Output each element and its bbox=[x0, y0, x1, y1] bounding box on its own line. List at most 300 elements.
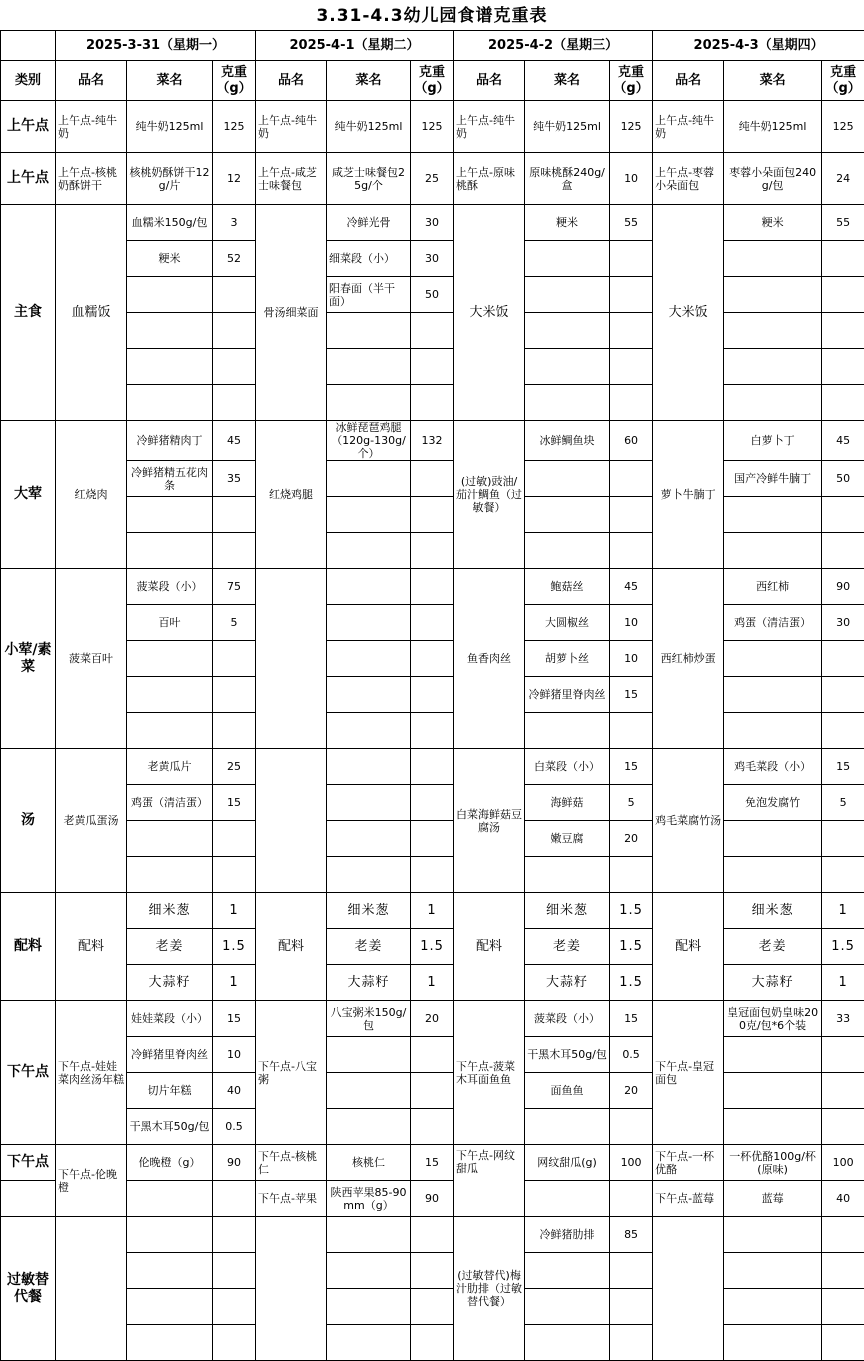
dish-cell: 鸡蛋（清洁蛋） bbox=[127, 785, 213, 821]
weight-cell: 15 bbox=[610, 1001, 653, 1037]
empty-cell bbox=[411, 1253, 454, 1289]
table-row bbox=[1, 101, 864, 153]
product-cell: 血糯饭 bbox=[56, 205, 127, 421]
header-weight: 克重（g） bbox=[610, 61, 653, 101]
dish-cell: 老姜 bbox=[327, 929, 411, 965]
empty-cell bbox=[724, 1037, 822, 1073]
empty-cell bbox=[525, 1109, 610, 1145]
empty-cell bbox=[822, 1073, 864, 1109]
weight-cell: 1.5 bbox=[411, 929, 454, 965]
dish-cell: 老姜 bbox=[127, 929, 213, 965]
product-cell: 下午点-八宝粥 bbox=[256, 1001, 327, 1145]
empty-cell bbox=[822, 241, 864, 277]
dish-cell: 面鱼鱼 bbox=[525, 1073, 610, 1109]
dish-cell: 白菜段（小） bbox=[525, 749, 610, 785]
weight-cell: 125 bbox=[213, 101, 256, 153]
empty-cell bbox=[822, 1217, 864, 1253]
empty-cell bbox=[525, 857, 610, 893]
weight-cell: 60 bbox=[610, 421, 653, 461]
empty-cell bbox=[724, 641, 822, 677]
dish-cell: 纯牛奶125ml bbox=[127, 101, 213, 153]
empty-cell bbox=[822, 277, 864, 313]
empty-cell bbox=[724, 241, 822, 277]
empty-cell bbox=[327, 1325, 411, 1361]
empty-cell bbox=[822, 857, 864, 893]
dish-cell: 大圆椒丝 bbox=[525, 605, 610, 641]
empty-cell bbox=[411, 569, 454, 605]
dish-cell: 菠菜段（小） bbox=[525, 1001, 610, 1037]
day-header-thu: 2025-4-3（星期四） bbox=[653, 31, 864, 61]
empty-cell bbox=[411, 497, 454, 533]
corner-cell bbox=[1, 31, 56, 61]
weight-cell: 50 bbox=[822, 461, 864, 497]
dish-cell: 切片年糕 bbox=[127, 1073, 213, 1109]
empty-cell bbox=[411, 821, 454, 857]
day-header-wed: 2025-4-2（星期三） bbox=[454, 31, 653, 61]
empty-cell bbox=[610, 713, 653, 749]
product-cell: 鸡毛菜腐竹汤 bbox=[653, 749, 724, 893]
empty-cell bbox=[327, 1037, 411, 1073]
empty-cell bbox=[822, 1109, 864, 1145]
category-cell: 上午点 bbox=[1, 153, 56, 205]
weight-cell: 30 bbox=[411, 205, 454, 241]
empty-cell bbox=[411, 713, 454, 749]
dish-cell: 胡萝卜丝 bbox=[525, 641, 610, 677]
product-cell: 上午点-咸芝士味餐包 bbox=[256, 153, 327, 205]
weight-cell: 25 bbox=[411, 153, 454, 205]
weight-cell: 5 bbox=[610, 785, 653, 821]
table-row bbox=[1, 677, 864, 713]
empty-cell bbox=[213, 677, 256, 713]
weight-cell: 15 bbox=[822, 749, 864, 785]
table-row bbox=[1, 277, 864, 313]
empty-cell bbox=[213, 821, 256, 857]
empty-cell bbox=[411, 749, 454, 785]
product-cell: 上午点-纯牛奶 bbox=[256, 101, 327, 153]
dish-cell: 大蒜籽 bbox=[127, 965, 213, 1001]
weight-cell: 1 bbox=[822, 893, 864, 929]
empty-cell bbox=[411, 533, 454, 569]
dish-cell: 枣蓉小朵面包240g/包 bbox=[724, 153, 822, 205]
weight-cell: 15 bbox=[411, 1145, 454, 1181]
empty-cell bbox=[213, 641, 256, 677]
empty-cell bbox=[822, 641, 864, 677]
empty-cell bbox=[822, 313, 864, 349]
product-cell: 下午点-核桃仁 bbox=[256, 1145, 327, 1181]
table-row bbox=[1, 785, 864, 821]
empty-cell bbox=[411, 385, 454, 421]
product-cell: 下午点-娃娃菜肉丝汤年糕 bbox=[56, 1001, 127, 1145]
empty-cell bbox=[213, 713, 256, 749]
product-cell: 红烧鸡腿 bbox=[256, 421, 327, 569]
empty-cell bbox=[610, 857, 653, 893]
product-cell: 菠菜百叶 bbox=[56, 569, 127, 749]
weight-cell: 55 bbox=[610, 205, 653, 241]
empty-cell bbox=[411, 461, 454, 497]
dish-cell: 八宝粥米150g/包 bbox=[327, 1001, 411, 1037]
empty-cell bbox=[1, 1181, 56, 1217]
empty-cell bbox=[724, 821, 822, 857]
empty-cell bbox=[724, 533, 822, 569]
empty-cell bbox=[127, 1217, 213, 1253]
dish-cell: 干黑木耳50g/包 bbox=[525, 1037, 610, 1073]
empty-cell bbox=[213, 313, 256, 349]
weight-cell: 20 bbox=[610, 821, 653, 857]
empty-cell bbox=[610, 277, 653, 313]
header-product: 品名 bbox=[653, 61, 724, 101]
empty-cell bbox=[327, 1253, 411, 1289]
empty-cell bbox=[213, 533, 256, 569]
dish-cell: 血糯米150g/包 bbox=[127, 205, 213, 241]
empty-cell bbox=[610, 461, 653, 497]
category-cell: 大荤 bbox=[1, 421, 56, 569]
dish-cell: 鸡蛋（清洁蛋） bbox=[724, 605, 822, 641]
weight-cell: 5 bbox=[213, 605, 256, 641]
dish-cell: 冷鲜猪里脊肉丝 bbox=[127, 1037, 213, 1073]
product-cell: (过敏替代)梅汁肋排（过敏替代餐） bbox=[454, 1217, 525, 1361]
weight-cell: 1 bbox=[213, 965, 256, 1001]
product-cell: 西红柿炒蛋 bbox=[653, 569, 724, 749]
weight-cell: 25 bbox=[213, 749, 256, 785]
dish-cell: 核桃奶酥饼干12g/片 bbox=[127, 153, 213, 205]
dish-cell: 老姜 bbox=[525, 929, 610, 965]
empty-cell bbox=[525, 385, 610, 421]
category-cell: 上午点 bbox=[1, 101, 56, 153]
empty-cell bbox=[525, 1253, 610, 1289]
table-row bbox=[1, 497, 864, 533]
empty-cell bbox=[610, 497, 653, 533]
empty-cell bbox=[127, 385, 213, 421]
empty-cell bbox=[327, 1289, 411, 1325]
dish-cell: 皇冠面包奶皇味200克/包*6个装 bbox=[724, 1001, 822, 1037]
empty-cell bbox=[327, 857, 411, 893]
empty-cell bbox=[525, 1181, 610, 1217]
empty-cell bbox=[724, 497, 822, 533]
weight-cell: 40 bbox=[822, 1181, 864, 1217]
empty-cell bbox=[525, 241, 610, 277]
dish-cell: 冷鲜光骨 bbox=[327, 205, 411, 241]
header-product: 品名 bbox=[454, 61, 525, 101]
empty-cell bbox=[127, 857, 213, 893]
dish-cell: 百叶 bbox=[127, 605, 213, 641]
weight-cell: 10 bbox=[610, 641, 653, 677]
empty-cell bbox=[525, 1325, 610, 1361]
dish-cell: 免泡发腐竹 bbox=[724, 785, 822, 821]
empty-cell bbox=[213, 497, 256, 533]
empty-cell bbox=[411, 641, 454, 677]
weight-cell: 1.5 bbox=[610, 929, 653, 965]
weight-cell: 45 bbox=[610, 569, 653, 605]
product-cell: 下午点-伦晚橙 bbox=[56, 1145, 127, 1217]
empty-cell bbox=[327, 677, 411, 713]
product-cell: 下午点-一杯优酪 bbox=[653, 1145, 724, 1181]
empty-cell bbox=[724, 385, 822, 421]
table-row bbox=[1, 713, 864, 749]
dish-cell: 冰鲜鲷鱼块 bbox=[525, 421, 610, 461]
dish-cell: 原味桃酥240g/盒 bbox=[525, 153, 610, 205]
header-dish: 菜名 bbox=[327, 61, 411, 101]
empty-cell bbox=[213, 1253, 256, 1289]
product-cell: 上午点-纯牛奶 bbox=[56, 101, 127, 153]
weight-cell: 50 bbox=[411, 277, 454, 313]
empty-cell bbox=[822, 713, 864, 749]
weight-cell: 85 bbox=[610, 1217, 653, 1253]
empty-cell bbox=[411, 605, 454, 641]
empty-cell bbox=[610, 385, 653, 421]
weight-cell: 1 bbox=[213, 893, 256, 929]
category-cell: 汤 bbox=[1, 749, 56, 893]
weight-cell: 15 bbox=[610, 677, 653, 713]
empty-cell bbox=[327, 313, 411, 349]
weight-cell: 1 bbox=[411, 893, 454, 929]
empty-cell bbox=[327, 497, 411, 533]
empty-cell bbox=[724, 677, 822, 713]
header-product: 品名 bbox=[56, 61, 127, 101]
product-cell: 下午点-苹果 bbox=[256, 1181, 327, 1217]
empty-cell bbox=[327, 1217, 411, 1253]
empty-cell bbox=[127, 349, 213, 385]
weight-cell: 125 bbox=[411, 101, 454, 153]
dish-cell: 阳春面（半干面） bbox=[327, 277, 411, 313]
weight-cell: 100 bbox=[822, 1145, 864, 1181]
product-cell bbox=[256, 569, 327, 749]
empty-cell bbox=[822, 677, 864, 713]
empty-cell bbox=[411, 1289, 454, 1325]
product-cell: 老黄瓜蛋汤 bbox=[56, 749, 127, 893]
empty-cell bbox=[822, 821, 864, 857]
product-cell: (过敏)豉油/茄汁鲷鱼（过敏餐） bbox=[454, 421, 525, 569]
menu-weight-table bbox=[0, 30, 864, 1361]
dish-cell: 大蒜籽 bbox=[525, 965, 610, 1001]
empty-cell bbox=[127, 821, 213, 857]
empty-cell bbox=[610, 1181, 653, 1217]
empty-cell bbox=[327, 349, 411, 385]
weight-cell: 10 bbox=[610, 605, 653, 641]
empty-cell bbox=[525, 313, 610, 349]
table-row bbox=[1, 605, 864, 641]
empty-cell bbox=[411, 1073, 454, 1109]
empty-cell bbox=[411, 857, 454, 893]
empty-cell bbox=[213, 385, 256, 421]
weight-cell: 3 bbox=[213, 205, 256, 241]
product-cell: 上午点-纯牛奶 bbox=[653, 101, 724, 153]
empty-cell bbox=[327, 605, 411, 641]
weight-cell: 10 bbox=[213, 1037, 256, 1073]
table-row bbox=[1, 153, 864, 205]
weight-cell: 90 bbox=[822, 569, 864, 605]
weight-cell: 55 bbox=[822, 205, 864, 241]
product-cell: 配料 bbox=[256, 893, 327, 1001]
empty-cell bbox=[213, 277, 256, 313]
dish-cell: 大蒜籽 bbox=[724, 965, 822, 1001]
weight-cell: 132 bbox=[411, 421, 454, 461]
table-row bbox=[1, 533, 864, 569]
header-dish: 菜名 bbox=[127, 61, 213, 101]
dish-cell: 鸡毛菜段（小） bbox=[724, 749, 822, 785]
weight-cell: 90 bbox=[411, 1181, 454, 1217]
weight-cell: 125 bbox=[610, 101, 653, 153]
weight-cell: 10 bbox=[610, 153, 653, 205]
product-cell: 下午点-菠菜木耳面鱼鱼 bbox=[454, 1001, 525, 1145]
product-cell: 骨汤细菜面 bbox=[256, 205, 327, 421]
table-row bbox=[1, 385, 864, 421]
dish-cell: 网纹甜瓜(g) bbox=[525, 1145, 610, 1181]
empty-cell bbox=[56, 1217, 127, 1361]
dish-cell: 冷鲜猪里脊肉丝 bbox=[525, 677, 610, 713]
empty-cell bbox=[327, 1073, 411, 1109]
product-cell: 上午点-原味桃酥 bbox=[454, 153, 525, 205]
empty-cell bbox=[327, 533, 411, 569]
empty-cell bbox=[525, 497, 610, 533]
weight-cell: 15 bbox=[213, 1001, 256, 1037]
dish-cell: 大蒜籽 bbox=[327, 965, 411, 1001]
table-row bbox=[1, 241, 864, 277]
empty-cell bbox=[610, 1253, 653, 1289]
empty-cell bbox=[822, 385, 864, 421]
dish-cell: 海鲜菇 bbox=[525, 785, 610, 821]
empty-cell bbox=[610, 1289, 653, 1325]
dish-cell: 干黑木耳50g/包 bbox=[127, 1109, 213, 1145]
weight-cell: 75 bbox=[213, 569, 256, 605]
weight-cell: 1.5 bbox=[213, 929, 256, 965]
day-header-mon: 2025-3-31（星期一） bbox=[56, 31, 256, 61]
dish-cell: 一杯优酪100g/杯(原味) bbox=[724, 1145, 822, 1181]
empty-cell bbox=[127, 1181, 213, 1217]
empty-cell bbox=[525, 277, 610, 313]
dish-cell: 核桃仁 bbox=[327, 1145, 411, 1181]
weight-cell: 1.5 bbox=[822, 929, 864, 965]
table-row bbox=[1, 749, 864, 785]
empty-cell bbox=[724, 857, 822, 893]
product-cell: 萝卜牛腩丁 bbox=[653, 421, 724, 569]
empty-cell bbox=[327, 749, 411, 785]
table-row bbox=[1, 205, 864, 241]
table-row bbox=[1, 1289, 864, 1325]
category-cell: 小荤/素菜 bbox=[1, 569, 56, 749]
empty-cell bbox=[213, 1181, 256, 1217]
dish-cell: 娃娃菜段（小） bbox=[127, 1001, 213, 1037]
dish-cell: 伦晚橙（g） bbox=[127, 1145, 213, 1181]
page-title: 3.31-4.3幼儿园食谱克重表 bbox=[0, 0, 864, 30]
weight-cell: 35 bbox=[213, 461, 256, 497]
product-cell: 大米饭 bbox=[454, 205, 525, 421]
empty-cell bbox=[653, 1217, 724, 1361]
empty-cell bbox=[127, 497, 213, 533]
weight-cell: 45 bbox=[213, 421, 256, 461]
empty-cell bbox=[525, 461, 610, 497]
empty-cell bbox=[127, 1253, 213, 1289]
dish-cell: 陕西苹果85-90mm（g） bbox=[327, 1181, 411, 1217]
empty-cell bbox=[822, 497, 864, 533]
empty-cell bbox=[256, 1217, 327, 1361]
empty-cell bbox=[127, 533, 213, 569]
empty-cell bbox=[327, 785, 411, 821]
empty-cell bbox=[610, 313, 653, 349]
empty-cell bbox=[411, 1037, 454, 1073]
dish-cell: 蓝莓 bbox=[724, 1181, 822, 1217]
empty-cell bbox=[213, 1289, 256, 1325]
empty-cell bbox=[724, 1217, 822, 1253]
empty-cell bbox=[525, 533, 610, 569]
empty-cell bbox=[213, 1325, 256, 1361]
empty-cell bbox=[327, 821, 411, 857]
dish-cell: 纯牛奶125ml bbox=[724, 101, 822, 153]
dish-cell: 嫩豆腐 bbox=[525, 821, 610, 857]
dish-cell: 白萝卜丁 bbox=[724, 421, 822, 461]
product-cell: 配料 bbox=[653, 893, 724, 1001]
empty-cell bbox=[327, 461, 411, 497]
empty-cell bbox=[822, 1289, 864, 1325]
weight-cell: 30 bbox=[822, 605, 864, 641]
empty-cell bbox=[724, 313, 822, 349]
weight-cell: 90 bbox=[213, 1145, 256, 1181]
empty-cell bbox=[822, 349, 864, 385]
empty-cell bbox=[411, 1109, 454, 1145]
weight-cell: 1 bbox=[822, 965, 864, 1001]
empty-cell bbox=[327, 1109, 411, 1145]
dish-cell: 鲍菇丝 bbox=[525, 569, 610, 605]
table-row bbox=[1, 1253, 864, 1289]
table-row bbox=[1, 965, 864, 1001]
dish-cell: 细米葱 bbox=[525, 893, 610, 929]
table-row bbox=[1, 313, 864, 349]
empty-cell bbox=[127, 713, 213, 749]
column-header-row bbox=[1, 61, 864, 101]
table-row bbox=[1, 929, 864, 965]
weight-cell: 24 bbox=[822, 153, 864, 205]
weight-cell: 40 bbox=[213, 1073, 256, 1109]
dish-cell: 粳米 bbox=[724, 205, 822, 241]
empty-cell bbox=[525, 1289, 610, 1325]
product-cell: 配料 bbox=[454, 893, 525, 1001]
empty-cell bbox=[724, 1325, 822, 1361]
empty-cell bbox=[610, 533, 653, 569]
table-row bbox=[1, 857, 864, 893]
table-row bbox=[1, 569, 864, 605]
product-cell: 鱼香肉丝 bbox=[454, 569, 525, 749]
header-dish: 菜名 bbox=[525, 61, 610, 101]
weight-cell: 1 bbox=[411, 965, 454, 1001]
header-weight: 克重（g） bbox=[411, 61, 454, 101]
empty-cell bbox=[127, 641, 213, 677]
empty-cell bbox=[525, 713, 610, 749]
table-row bbox=[1, 1109, 864, 1145]
empty-cell bbox=[525, 349, 610, 385]
empty-cell bbox=[724, 349, 822, 385]
product-cell: 白菜海鲜菇豆腐汤 bbox=[454, 749, 525, 893]
empty-cell bbox=[411, 1325, 454, 1361]
empty-cell bbox=[213, 857, 256, 893]
table-row bbox=[1, 349, 864, 385]
header-dish: 菜名 bbox=[724, 61, 822, 101]
empty-cell bbox=[610, 349, 653, 385]
table-row bbox=[1, 641, 864, 677]
header-category: 类别 bbox=[1, 61, 56, 101]
category-cell: 下午点 bbox=[1, 1001, 56, 1145]
dish-cell: 纯牛奶125ml bbox=[327, 101, 411, 153]
table-row bbox=[1, 1325, 864, 1361]
empty-cell bbox=[610, 1325, 653, 1361]
empty-cell bbox=[411, 349, 454, 385]
category-cell: 下午点 bbox=[1, 1145, 56, 1181]
table-row bbox=[1, 1037, 864, 1073]
weight-cell: 0.5 bbox=[610, 1037, 653, 1073]
dish-cell: 菠菜段（小） bbox=[127, 569, 213, 605]
weight-cell: 5 bbox=[822, 785, 864, 821]
product-cell bbox=[256, 749, 327, 893]
dish-cell: 咸芝士味餐包25g/个 bbox=[327, 153, 411, 205]
dish-cell: 粳米 bbox=[525, 205, 610, 241]
